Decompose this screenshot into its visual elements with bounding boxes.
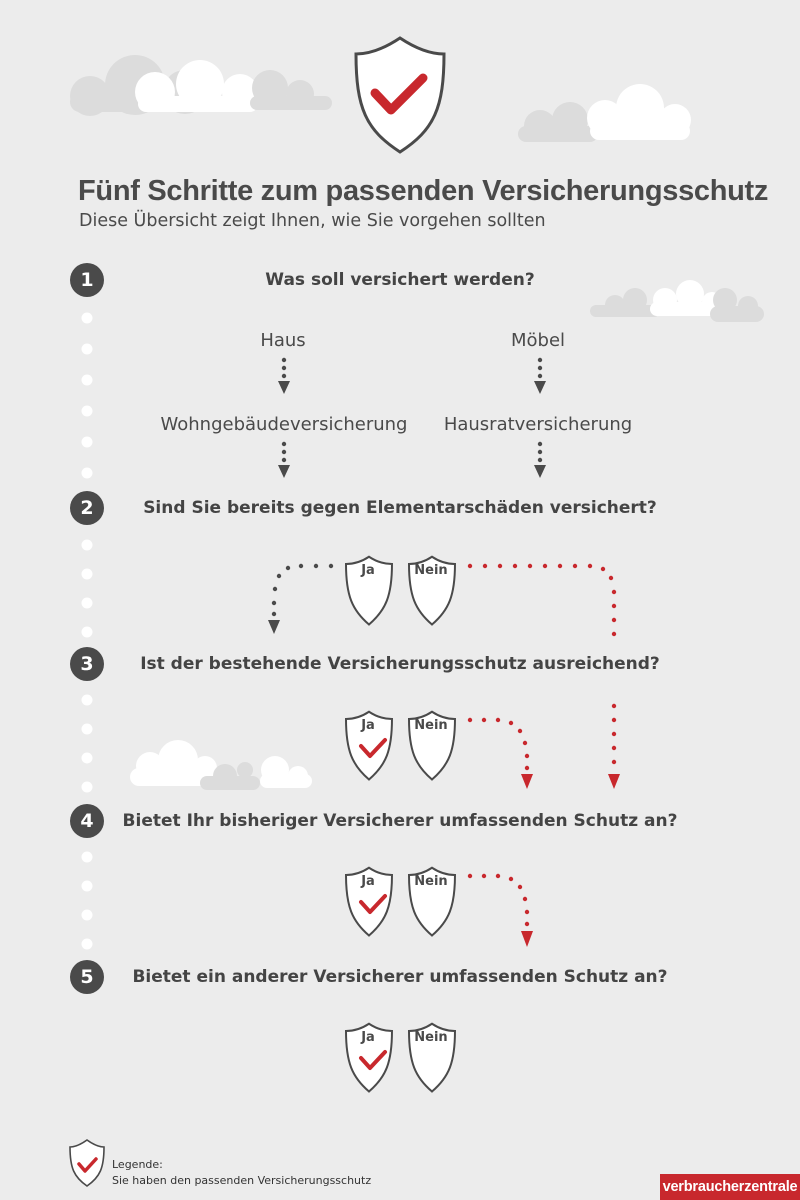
step-badge-1: 1 [70,263,104,297]
legend-text: Sie haben den passenden Versicherungsschutz [112,1174,372,1187]
branch-left-item: Haus [260,330,306,351]
step-badge-2: 2 [70,491,104,525]
arrow-down-icon [468,564,616,636]
shield-check-icon [356,38,444,152]
page-subtitle: Diese Übersicht zeigt Ihnen, wie Sie vorgehen sollten [79,211,546,231]
answer-yes-label: Ja [361,1030,375,1045]
cloud-icon [130,740,312,790]
cloud-icon [518,84,691,142]
step-question-3: Ist der bestehende Versicherungsschutz ausreichend? [140,654,660,674]
timeline-dots [82,313,93,950]
step-badge-3: 3 [70,647,104,681]
arrow-down-icon [608,704,620,789]
answer-no-label: Nein [414,718,448,733]
answer-yes-label: Ja [361,718,375,733]
step-question-1: Was soll versichert werden? [265,270,535,290]
arrow-down-icon [468,874,533,947]
legend-title: Legende: [112,1158,163,1171]
cloud-icon [70,55,332,116]
arrow-down-icon [468,718,533,789]
step-question-4: Bietet Ihr bisheriger Versicherer umfassenden Schutz an? [122,811,678,831]
branch-right-insurance: Hausratversicherung [443,414,633,435]
answer-no-label: Nein [414,874,448,889]
answer-yes-label: Ja [361,874,375,889]
step-badge-4: 4 [70,804,104,838]
page-title: Fünf Schritte zum passenden Versicherungsschutz [78,175,769,207]
branch-left-insurance: Wohngebäudeversicherung [160,414,408,435]
step-question-5: Bietet ein anderer Versicherer umfassenden Schutz an? [132,967,668,987]
step-badge-5: 5 [70,960,104,994]
step-question-2: Sind Sie bereits gegen Elementarschäden versichert? [143,498,657,518]
legend-shield-check-icon [70,1140,104,1186]
answer-yes-label: Ja [361,563,375,578]
branch-right-item: Möbel [510,330,566,351]
arrow-down-icon [268,564,333,634]
answer-no-label: Nein [414,563,448,578]
brand-logo: verbraucherzentrale [660,1174,800,1200]
answer-no-label: Nein [414,1030,448,1045]
